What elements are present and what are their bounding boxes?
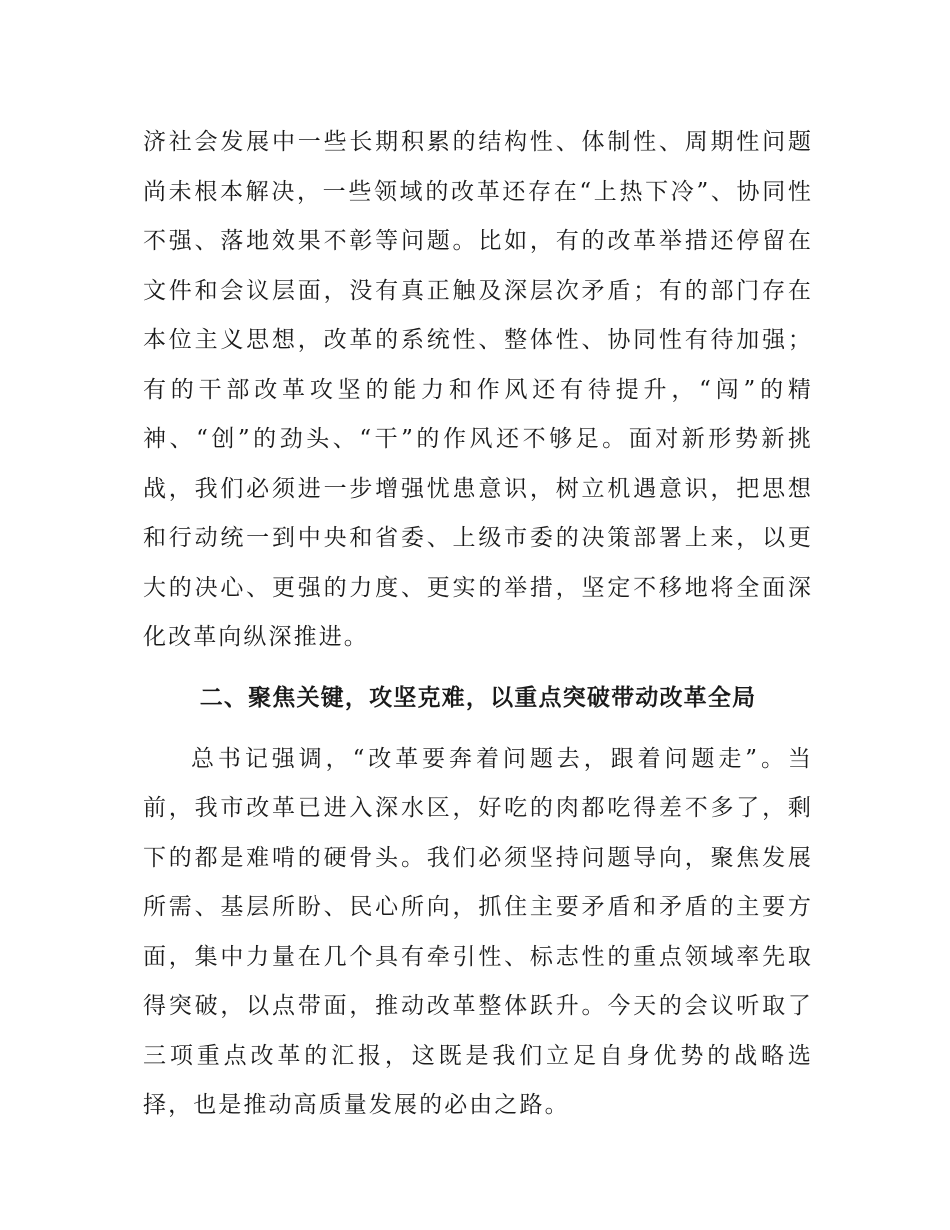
body-paragraph-continued: 济社会发展中一些长期积累的结构性、体制性、周期性问题尚未根本解决，一些领域的改革还存在“上热下冷”、协同性不强、落地效果不彰等问题。比如，有的改革举措还停留在文件和会议层面，没有真正触及深层次矛盾；有的部门存在本位主义思想，改革的系统性、整体性、协同性有待加强；有的干部改革攻坚的能力和作风还有待提升，“闯”的精神、“创”的劲头、“干”的作风还不够足。面对新形势新挑战，我们必须进一步增强忧患意识，树立机遇意识，把思想和行动统一到中央和省委、上级市委的决策部署上来，以更大的决心、更强的力度、更实的举措，坚定不移地将全面深化改革向纵深推进。: [143, 129, 813, 650]
document-body: [143, 118, 813, 1131]
section-heading: 二、聚焦关键，攻坚克难，以重点突破带动改革全局: [199, 684, 757, 711]
body-paragraph: 总书记强调，“改革要奔着问题去，跟着问题走”。当前，我市改革已进入深水区，好吃的肉都吃得差不多了，剩下的都是难啃的硬骨头。我们必须坚持问题导向，聚焦发展所需、基层所盼、民心所向，抓住主要矛盾和矛盾的主要方面，集中力量在几个具有牵引性、标志性的重点领域率先取得突破，以点带面，推动改革整体跃升。今天的会议听取了三项重点改革的汇报，这既是我们立足自身优势的战略选择，也是推动高质量发展的必由之路。: [143, 745, 813, 1118]
